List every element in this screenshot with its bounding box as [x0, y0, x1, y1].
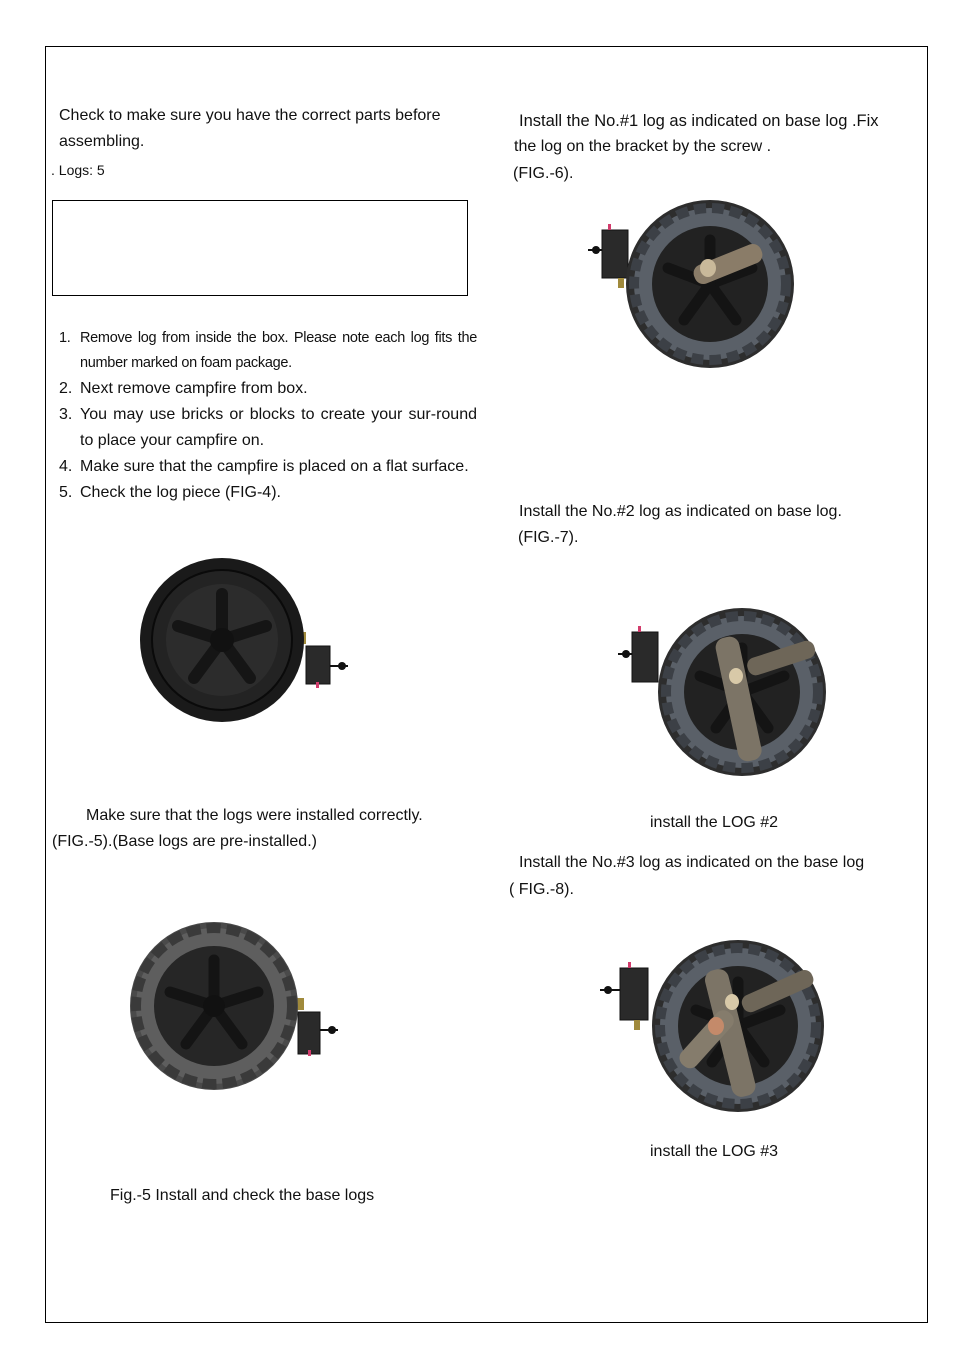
fig5-caption: Fig.-5 Install and check the base logs — [110, 1187, 375, 1204]
fig8-log3-image — [600, 938, 826, 1114]
log2-line-1: Install the No.#2 log as indicated on base log. — [519, 503, 842, 520]
fig5-text-line-2: (FIG.-5).(Base logs are pre-installed.) — [52, 833, 317, 850]
log1-line-3: (FIG.-6). — [513, 165, 574, 182]
empty-box — [52, 200, 468, 296]
log1-line-2: the log on the bracket by the screw . — [514, 138, 772, 155]
fig4-burner-image — [138, 558, 358, 722]
fig7-log2-image — [618, 606, 830, 776]
intro-line-1: Check to make sure you have the correct parts before — [59, 107, 441, 124]
intro-line-2: assembling. — [59, 133, 145, 150]
step-item: 1. Remove log from inside the box. Please note each log fits the number marked on foam package. — [59, 330, 477, 371]
log2-caption: install the LOG #2 — [650, 814, 779, 831]
logs-count: . Logs: 5 — [51, 162, 105, 178]
log3-line-1: Install the No.#3 log as indicated on the base log — [519, 854, 865, 871]
log3-line-2: ( FIG.-8). — [509, 881, 574, 898]
step-item: 4. Make sure that the campfire is placed on a flat surface. — [59, 458, 469, 475]
step-item: 5. Check the log piece (FIG-4). — [59, 484, 281, 501]
log2-line-2: (FIG.-7). — [518, 529, 579, 546]
fig6-log1-image — [588, 202, 800, 368]
fig5-text-line-1: Make sure that the logs were installed correctly. — [86, 807, 423, 824]
log3-caption: install the LOG #3 — [650, 1143, 779, 1160]
steps-list — [59, 326, 477, 506]
step-item: 2. Next remove campfire from box. — [59, 380, 308, 397]
fig5-burner-base-logs-image — [128, 926, 348, 1092]
log1-line-1: Install the No.#1 log as indicated on base log .Fix — [519, 112, 879, 130]
step-item: 3. You may use bricks or blocks to create your sur-round to place your campfire on. — [59, 406, 477, 449]
